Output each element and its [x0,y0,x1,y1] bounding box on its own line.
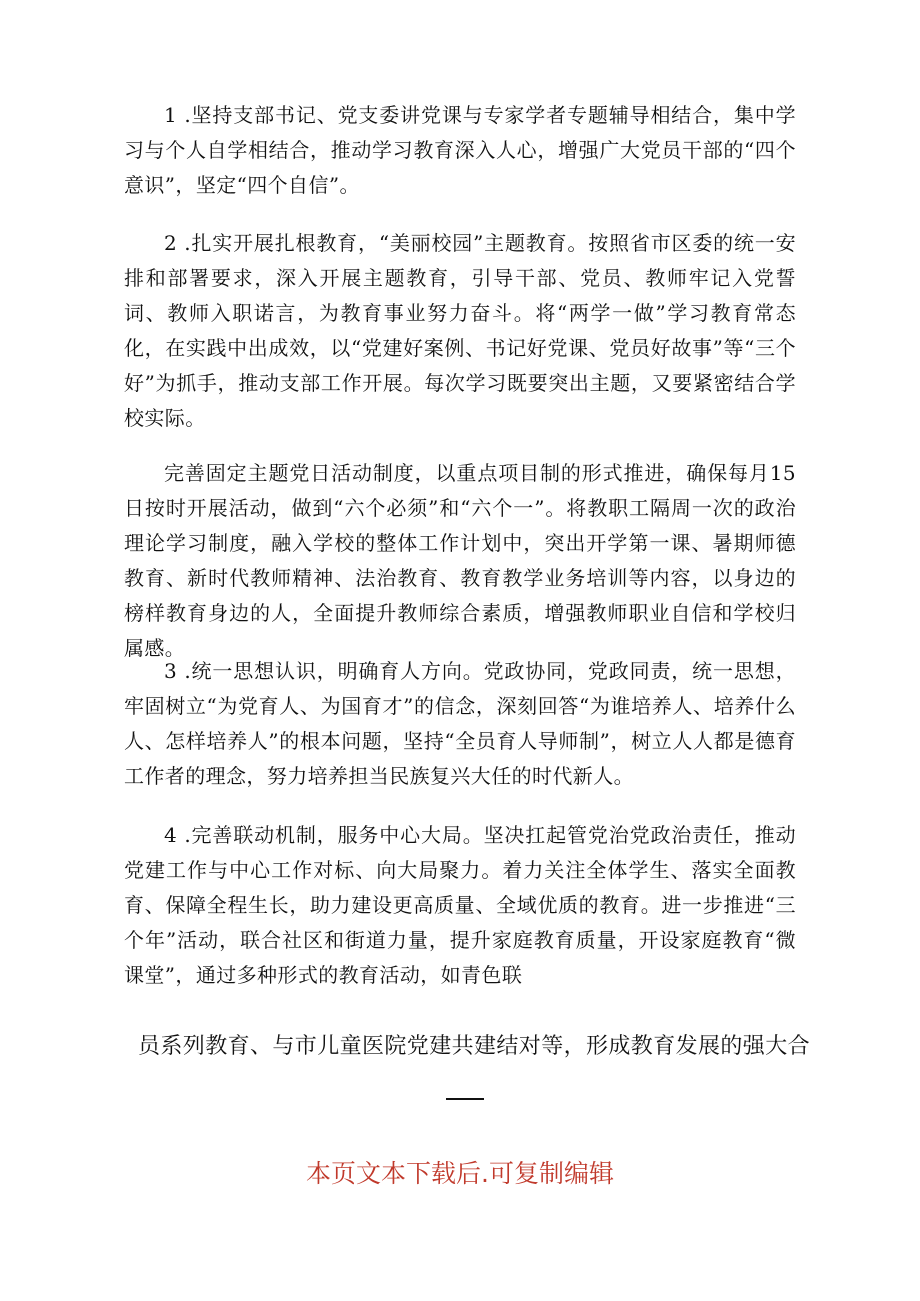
paragraph-5: 4 .完善联动机制，服务中心大局。坚决扛起管党治党政治责任，推动党建工作与中心工作对标、向大局聚力。着力关注全体学生、落实全面教育、保障全程生长，助力建设更高质量、全域优质的教育。进一步推进“三个年”活动，联合社区和街道力量，提升家庭教育质量，开设家庭教育“微课堂”，通过多种形式的教育活动，如青色联 [124,823,796,987]
paragraph-1: 1 .坚持支部书记、党支委讲党课与专家学者专题辅导相结合，集中学习与个人自学相结合，推动学习教育深入人心，增强广大党员干部的“四个意识”，坚定“四个自信”。 [124,103,796,197]
download-note: 本页文本下载后.可复制编辑 [306,1159,614,1188]
page-dash [446,1098,484,1100]
paragraph-4: 3 .统一思想认识，明确育人方向。党政协同，党政同责，统一思想，牢固树立“为党育人、为国育才”的信念，深刻回答“为谁培养人、培养什么人、怎样培养人”的根本问题，坚持“全员育人导师制”，树立人人都是德育工作者的理念，努力培养担当民族复兴大任的时代新人。 [124,659,796,788]
continuation-line: 员系列教育、与市儿童医院党建共建结对等，形成教育发展的强大合 [138,1034,811,1059]
paragraph-3: 完善固定主题党日活动制度，以重点项目制的形式推进，确保每月15日按时开展活动，做到“六个必须”和“六个一”。将教职工隔周一次的政治理论学习制度，融入学校的整体工作计划中，突出开学第一课、暑期师德教育、新时代教师精神、法治教育、教育教学业务培训等内容，以身边的榜样教育身边的人，全面提升教师综合素质，增强教师职业自信和学校归属感。 [124,461,796,660]
paragraph-2: 2 .扎实开展扎根教育，“美丽校园”主题教育。按照省市区委的统一安排和部署要求，深入开展主题教育，引导干部、党员、教师牢记入党誓词、教师入职诺言，为教育事业努力奋斗。将“两学一做”学习教育常态化，在实践中出成效，以“党建好案例、书记好党课、党员好故事”等“三个好”为抓手，推动支部工作开展。每次学习既要突出主题，又要紧密结合学校实际。 [124,231,796,430]
